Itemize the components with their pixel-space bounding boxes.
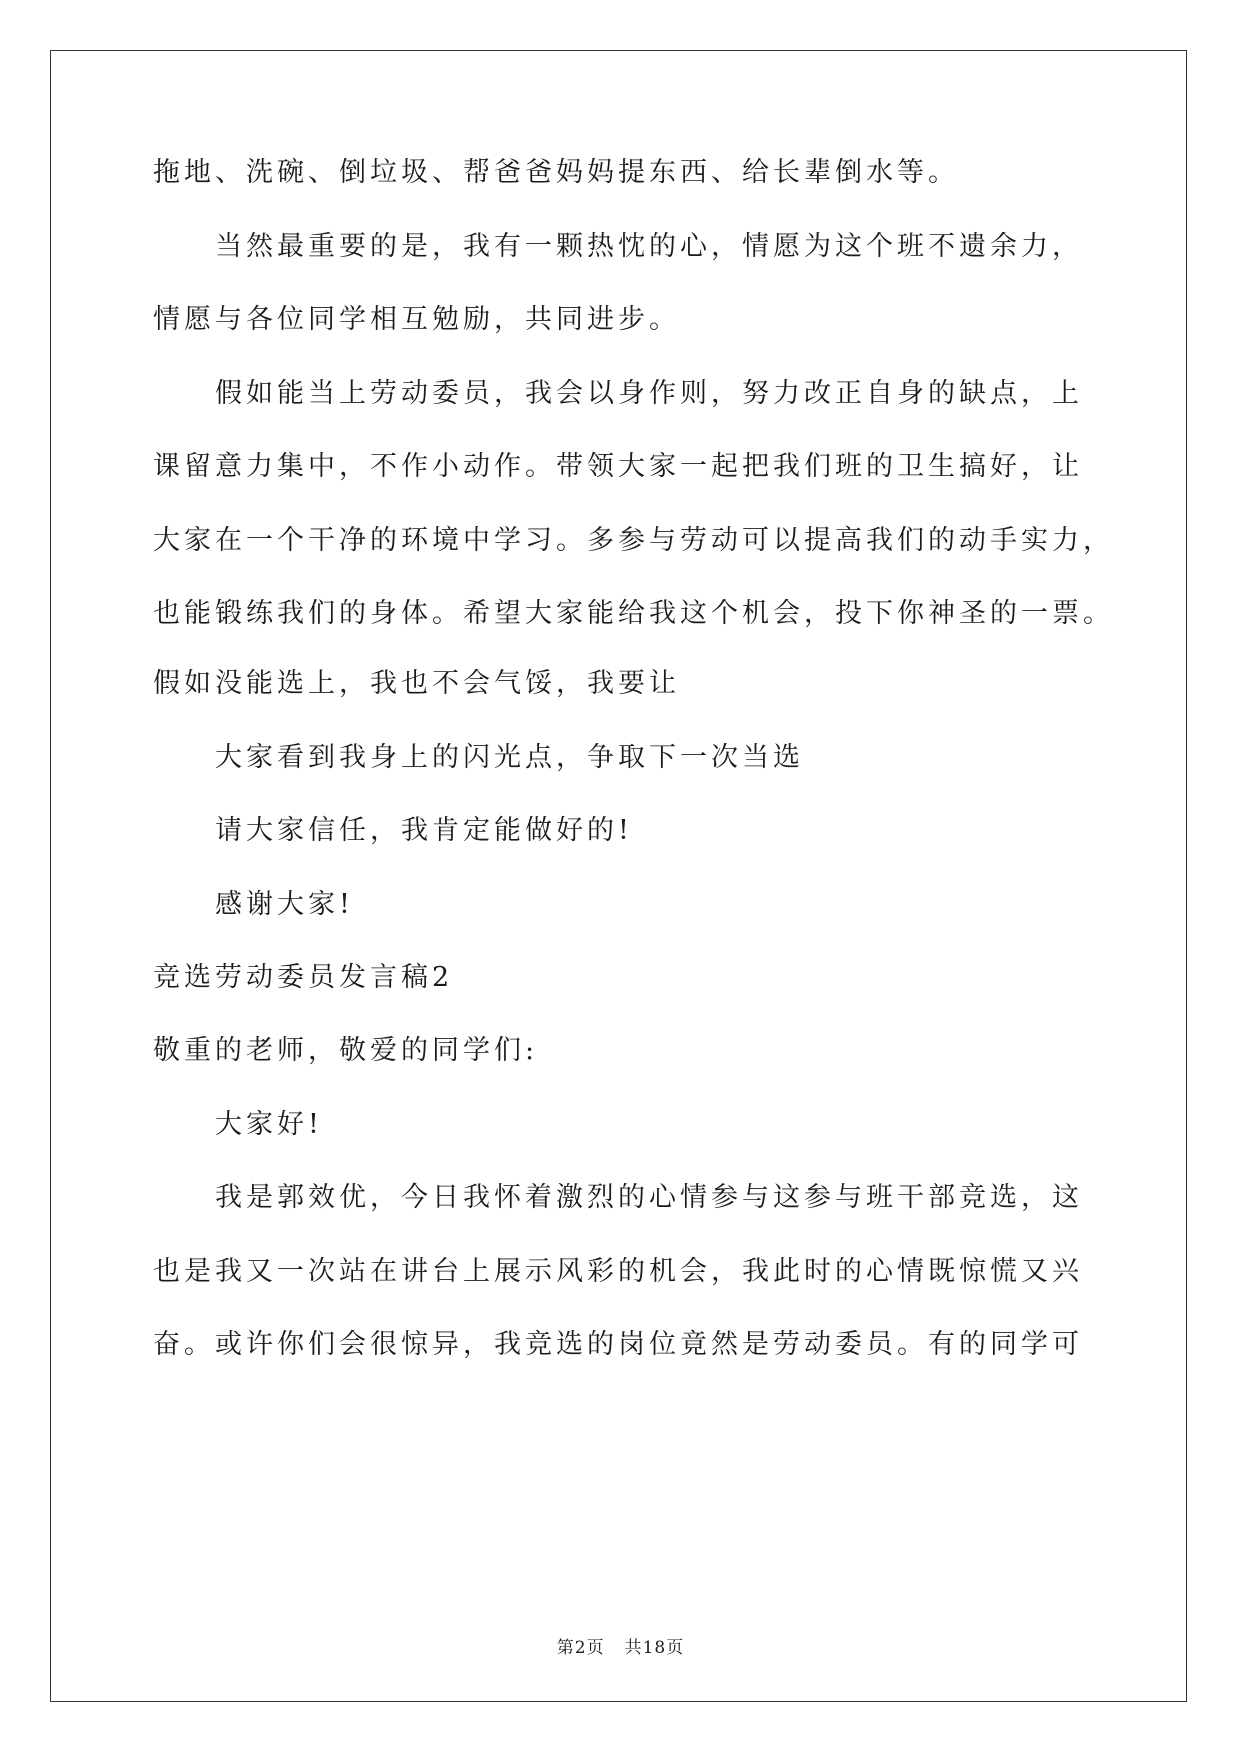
body-line-6: 大家在一个干净的环境中学习。多参与劳动可以提高我们的动手实力， xyxy=(153,525,1114,556)
body-line-17: 奋。或许你们会很惊异，我竞选的岗位竟然是劳动委员。有的同学可 xyxy=(153,1329,1083,1360)
greeting-line: 大家好! xyxy=(215,1109,323,1140)
body-line-8: 假如没能选上，我也不会气馁，我要让 xyxy=(153,668,680,699)
closing-line: 感谢大家! xyxy=(215,889,354,920)
page-footer xyxy=(0,1637,1241,1659)
salutation-line: 敬重的老师，敬爱的同学们: xyxy=(153,1035,539,1066)
paragraph-line-9: 大家看到我身上的闪光点，争取下一次当选 xyxy=(215,742,804,773)
body-line-3: 情愿与各位同学相互勉励，共同进步。 xyxy=(153,304,680,335)
paragraph-line-2: 当然最重要的是，我有一颗热忱的心，情愿为这个班不遗余力， xyxy=(215,231,1083,262)
page-number: 第2页 xyxy=(556,1638,605,1658)
paragraph-line-4: 假如能当上劳动委员，我会以身作则，努力改正自身的缺点，上 xyxy=(215,378,1083,409)
paragraph-line-15: 我是郭效优，今日我怀着激烈的心情参与这参与班干部竞选，这 xyxy=(215,1182,1083,1213)
paragraph-line-10: 请大家信任，我肯定能做好的! xyxy=(215,815,633,846)
body-line-5: 课留意力集中，不作小动作。带领大家一起把我们班的卫生搞好，让 xyxy=(153,451,1083,482)
page-border xyxy=(50,50,1187,1702)
body-line-7: 也能锻练我们的身体。希望大家能给我这个机会，投下你神圣的一票。 xyxy=(153,598,1114,629)
section-heading: 竞选劳动委员发言稿2 xyxy=(153,962,454,993)
page-total: 共18页 xyxy=(624,1638,685,1658)
body-line-16: 也是我又一次站在讲台上展示风彩的机会，我此时的心情既惊慌又兴 xyxy=(153,1256,1083,1287)
body-line-1: 拖地、洗碗、倒垃圾、帮爸爸妈妈提东西、给长辈倒水等。 xyxy=(153,157,959,188)
